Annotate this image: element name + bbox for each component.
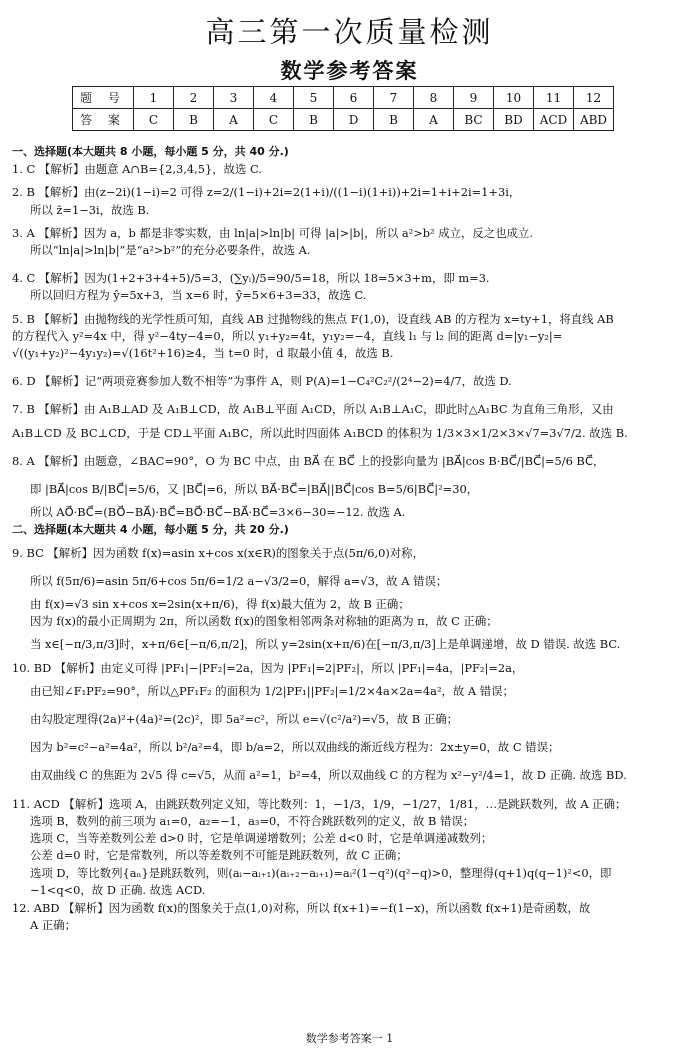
solution-q10-line3: 由勾股定理得(2a)²+(4a)²=(2c)²，即 5a²=c²，所以 e=√(c²/a²)=√5，故 B 正确； (30, 712, 458, 727)
solution-q5-line3: √((y₁+y₂)²−4y₁y₂)=√(16t²+16)≥4，当 t=0 时，d 取最小值 4，故选 B. (12, 346, 394, 361)
row-label-number: 题 号 (73, 87, 134, 109)
table-cell: ABD (574, 109, 614, 131)
solution-q7-line2: A₁B⊥CD 及 BC⊥CD，于是 CD⊥平面 A₁BC，所以此时四面体 A₁BCD 的体积为 1/3×3×1/2×3×√7=3√7/2. 故选 B. (12, 425, 628, 440)
solution-q5-line1: 5. B 【解析】由抛物线的光学性质可知，直线 AB 过抛物线的焦点 F(1,0)，设直线 AB 的方程为 x=ty+1，将直线 AB (12, 311, 614, 326)
table-cell: D (334, 109, 374, 131)
solution-q2-line2: 所以 z̄=1−3i，故选 B. (30, 202, 150, 217)
solution-q12-line2: A 正确； (30, 918, 77, 933)
table-cell: B (294, 109, 334, 131)
table-cell: 7 (374, 87, 414, 109)
table-cell: C (134, 109, 174, 131)
solution-q8-line3: 所以 AO⃗·BC⃗=(BO⃗−BA⃗)·BC⃗=BO⃗·BC⃗−BA⃗·BC⃗=3×6−30=−12. 故选 A. (30, 505, 406, 520)
solution-q2-line1: 2. B 【解析】由(z−2i)(1−i)=2 可得 z=2/(1−i)+2i=2(1+i)/((1−i)(1+i))+2i=1+i+2i=1+3i， (12, 185, 521, 200)
solution-q10-line2: 由已知∠F₁PF₂=90°，所以△PF₁F₂ 的面积为 1/2|PF₁||PF₂|=1/2×4a×2a=4a²，故 A 错误； (30, 683, 514, 698)
page-title: 高三第一次质量检测 (205, 15, 494, 49)
table-cell: 9 (454, 87, 494, 109)
table-cell: A (214, 109, 254, 131)
solution-q1: 1. C 【解析】由题意 A∩B={2,3,4,5}，故选 C. (12, 162, 262, 177)
solution-q9-line3: 由 f(x)=√3 sin x+cos x=2sin(x+π/6)，得 f(x)最大值为 2，故 B 正确； (30, 597, 410, 612)
table-row (73, 87, 614, 109)
solution-q7-line1: 7. B 【解析】由 A₁B⊥AD 及 A₁B⊥CD，故 A₁B⊥平面 A₁CD，所以 A₁B⊥A₁C，即此时△A₁BC 为直角三角形，又由 (12, 402, 614, 417)
table-cell: A (414, 109, 454, 131)
solution-q3-line1: 3. A 【解析】因为 a，b 都是非零实数，由 ln|a|>ln|b| 可得 |a|>|b|，所以 a²>b² 成立，反之也成立. (12, 225, 533, 240)
solution-q9-line5: 当 x∈[−π/3,π/3]时，x+π/6∈[−π/6,π/2]，所以 y=2sin(x+π/6)在[−π/3,π/3]上是单调递增，故 D 错误. 故选 BC. (30, 637, 621, 652)
table-cell: B (374, 109, 414, 131)
solution-q4-line2: 所以回归方程为 ŷ=5x+3，当 x=6 时，ŷ=5×6+3=33，故选 C. (30, 288, 367, 303)
answer-table (72, 86, 614, 131)
table-cell: B (174, 109, 214, 131)
solution-q11-line2: 选项 B，数列的前三项为 a₁=0，a₂=−1，a₃=0，不符合跳跃数列的定义，故 B 错误； (30, 813, 475, 828)
solution-q4-line1: 4. C 【解析】因为(1+2+3+4+5)/5=3，(∑yᵢ)/5=90/5=18，所以 18=5×3+m，即 m=3. (12, 271, 490, 286)
solution-q10-line4: 因为 b²=c²−a²=4a²，所以 b²/a²=4，即 b/a=2，所以双曲线的渐近线方程为：2x±y=0，故 C 错误； (30, 740, 560, 755)
solution-q9-line2: 所以 f(5π/6)=asin 5π/6+cos 5π/6=1/2 a−√3/2=0，解得 a=√3，故 A 错误； (30, 573, 448, 588)
solution-q11-line3: 选项 C，当等差数列公差 d>0 时，它是单调递增数列；公差 d<0 时，它是单调递减数列； (30, 831, 493, 846)
solution-q5-line2: 的方程代入 y²=4x 中，得 y²−4ty−4=0，所以 y₁+y₂=4t，y₁y₂=−4，直线 l₁ 与 l₂ 间的距离 d=|y₁−y₂|= (12, 328, 563, 343)
table-cell: 6 (334, 87, 374, 109)
page-subtitle: 数学参考答案 (280, 59, 419, 83)
solution-q9-line1: 9. BC 【解析】因为函数 f(x)=asin x+cos x(x∈R)的图象关于点(5π/6,0)对称， (12, 545, 424, 560)
section-heading-multi: 二、选择题(本大题共 4 小题，每小题 5 分，共 20 分.) (12, 523, 289, 537)
row-label-answer: 答 案 (73, 109, 134, 131)
table-cell: 4 (254, 87, 294, 109)
table-cell: 2 (174, 87, 214, 109)
solution-q6: 6. D 【解析】记“两项竞赛参加人数不相等”为事件 A，则 P(A)=1−C₄²C₂²/(2⁴−2)=4/7，故选 D. (12, 374, 512, 389)
solution-q3-line2: 所以“ln|a|>ln|b|”是“a²>b²”的充分必要条件，故选 A. (30, 243, 311, 258)
solutions-body (12, 143, 690, 934)
table-cell: 5 (294, 87, 334, 109)
solution-q9-line4: 因为 f(x)的最小正周期为 2π，所以函数 f(x)的图象相邻两条对称轴的距离为 π，故 C 正确； (30, 614, 498, 629)
solution-q11-line1: 11. ACD 【解析】选项 A，由跳跃数列定义知，等比数列：1，−1/3，1/9，−1/27，1/81，…是跳跃数列，故 A 正确； (12, 796, 627, 811)
section-heading-choice: 一、选择题(本大题共 8 小题，每小题 5 分，共 40 分.) (12, 145, 289, 158)
table-row (73, 109, 614, 131)
solution-q11-line5: 选项 D，等比数列{aₙ}是跳跃数列，则(aᵢ−aᵢ₊₁)(aᵢ₊₂−aᵢ₊₁)=aᵢ²(1−q²)(q²−q)>0，整理得(q+1)q(q−1)²<0，即 (30, 865, 612, 880)
table-cell: 1 (134, 87, 174, 109)
page-footer: 数学参考答案一 1 (305, 1032, 394, 1045)
solution-q10-line5: 由双曲线 C 的焦距为 2√5 得 c=√5，从而 a²=1，b²=4，所以双曲线 C 的方程为 x²−y²/4=1，故 D 正确. 故选 BD. (30, 768, 627, 783)
table-cell: 10 (494, 87, 534, 109)
table-cell: BC (454, 109, 494, 131)
solution-q8-line2: 即 |BA⃗|cos B/|BC⃗|=5/6，又 |BC⃗|=6，所以 BA⃗·BC⃗=|BA⃗||BC⃗|cos B=5/6|BC⃗|²=30， (30, 482, 479, 497)
table-cell: C (254, 109, 294, 131)
solution-q10-line1: 10. BD 【解析】由定义可得 |PF₁|−|PF₂|=2a，因为 |PF₁|=2|PF₂|，所以 |PF₁|=4a，|PF₂|=2a， (12, 660, 524, 675)
solution-q11-line4: 公差 d=0 时，它是常数列，所以等差数列不可能是跳跃数列，故 C 正确； (30, 848, 408, 863)
table-cell: 3 (214, 87, 254, 109)
table-cell: 12 (574, 87, 614, 109)
table-cell: 11 (534, 87, 574, 109)
solution-q11-line6: −1<q<0，故 D 正确. 故选 ACD. (30, 882, 206, 897)
table-cell: 8 (414, 87, 454, 109)
solution-q8-line1: 8. A 【解析】由题意，∠BAC=90°，O 为 BC 中点，由 BA⃗ 在 BC⃗ 上的投影向量为 |BA⃗|cos B·BC⃗/|BC⃗|=5/6 BC⃗， (12, 453, 605, 468)
table-cell: ACD (534, 109, 574, 131)
solution-q12-line1: 12. ABD 【解析】因为函数 f(x)的图象关于点(1,0)对称，所以 f(x+1)=−f(1−x)，所以函数 f(x+1)是奇函数，故 (12, 900, 591, 915)
table-cell: BD (494, 109, 534, 131)
